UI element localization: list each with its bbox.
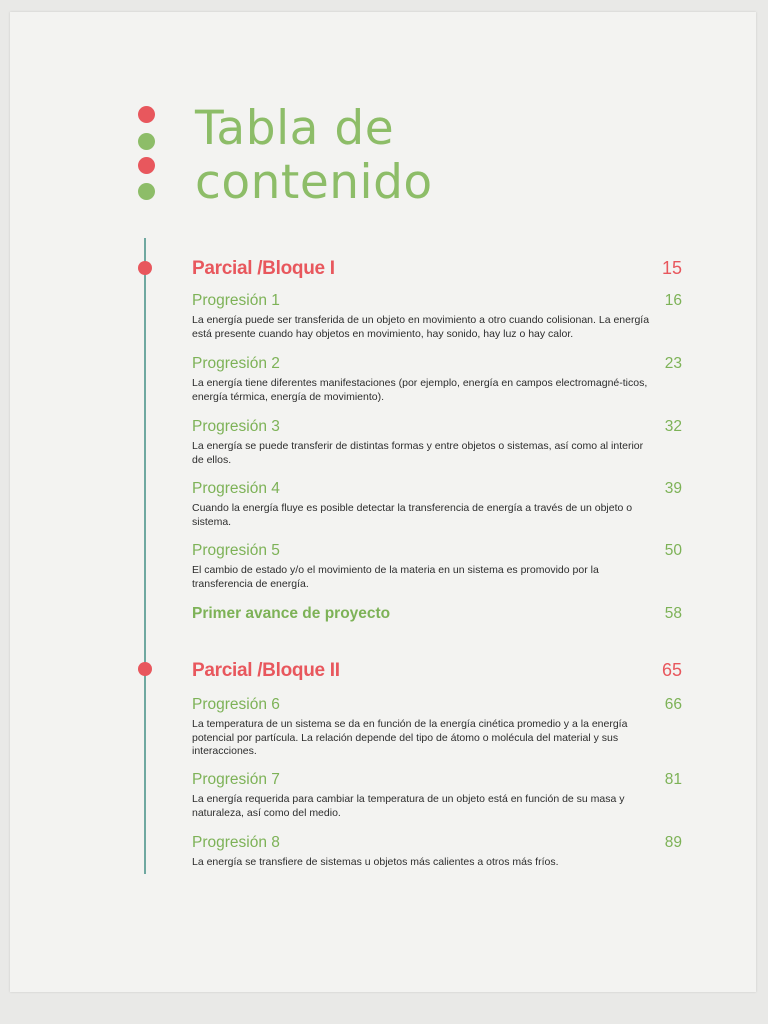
entry-page-number: 89 — [664, 834, 682, 851]
timeline-line — [144, 238, 146, 874]
entry-description: La energía requerida para cambiar la temperatura de un objeto está en función de su masa y naturaleza, así como del medio. — [192, 793, 625, 819]
block-title: Parcial /Bloque I — [192, 258, 335, 279]
project-title: Primer avance de proyecto — [192, 605, 391, 622]
toc-entry-project[interactable] — [192, 605, 682, 623]
entry-description: La energía puede ser transferida de un objeto en movimiento a otro cuando colisionan. La energía está presente cuando hay objetos en movimiento, hay sonido, hay luz o hay calor. — [192, 314, 650, 340]
toc-entry[interactable] — [192, 480, 682, 529]
block-title: Parcial /Bloque II — [192, 660, 340, 681]
entry-description: Cuando la energía fluye es posible detectar la transferencia de energía a través de un objeto o sistema. — [192, 502, 633, 528]
entry-title: Progresión 4 — [192, 480, 280, 497]
entry-title: Progresión 3 — [192, 418, 280, 435]
toc-entry[interactable] — [192, 771, 682, 820]
block-header[interactable] — [192, 258, 682, 280]
title-line-1: Tabla de — [195, 101, 395, 156]
entry-description: El cambio de estado y/o el movimiento de la materia en un sistema es promovido por la transferencia de energía. — [192, 564, 599, 590]
block-page-number: 15 — [661, 258, 682, 278]
entry-page-number: 81 — [664, 771, 682, 788]
entry-description: La temperatura de un sistema se da en función de la energía cinética promedio y a la energía potencial por partícula. La relación depende del tipo de átomo o molécula del material y sus interacciones. — [192, 718, 628, 757]
toc-entry[interactable] — [192, 355, 682, 404]
green-dot-icon — [138, 133, 155, 150]
entry-title: Progresión 6 — [192, 696, 280, 713]
entry-title: Progresión 5 — [192, 542, 280, 559]
entry-page-number: 58 — [664, 605, 682, 622]
red-dot-icon — [138, 157, 155, 174]
toc-entry[interactable] — [192, 542, 682, 591]
timeline-dot-icon — [138, 662, 152, 676]
entry-page-number: 39 — [664, 480, 682, 497]
entry-description: La energía se puede transferir de distintas formas y entre objetos o sistemas, así como al interior de ellos. — [192, 440, 644, 466]
timeline-dot-icon — [138, 261, 152, 275]
block-page-number: 65 — [661, 660, 682, 680]
entry-page-number: 50 — [664, 542, 682, 559]
toc-entry[interactable] — [192, 292, 682, 341]
entry-title: Progresión 7 — [192, 771, 280, 788]
entry-page-number: 66 — [664, 696, 682, 713]
green-dot-icon — [138, 183, 155, 200]
entry-page-number: 16 — [664, 292, 682, 309]
entry-page-number: 32 — [664, 418, 682, 435]
entry-description: La energía se transfiere de sistemas u objetos más calientes a otros más fríos. — [192, 856, 559, 868]
entry-page-number: 23 — [664, 355, 682, 372]
block-header[interactable] — [192, 660, 682, 682]
toc-entry[interactable] — [192, 696, 682, 759]
red-dot-icon — [138, 106, 155, 123]
entry-description: La energía tiene diferentes manifestaciones (por ejemplo, energía en campos electromagné-ticos, energía térmica, energía de movimiento). — [192, 377, 648, 403]
title-line-2: contenido — [195, 155, 433, 210]
page-title — [195, 102, 433, 210]
entry-title: Progresión 2 — [192, 355, 280, 372]
toc-entry[interactable] — [192, 418, 682, 467]
entry-title: Progresión 8 — [192, 834, 280, 851]
toc-entry[interactable] — [192, 834, 682, 870]
entry-title: Progresión 1 — [192, 292, 280, 309]
